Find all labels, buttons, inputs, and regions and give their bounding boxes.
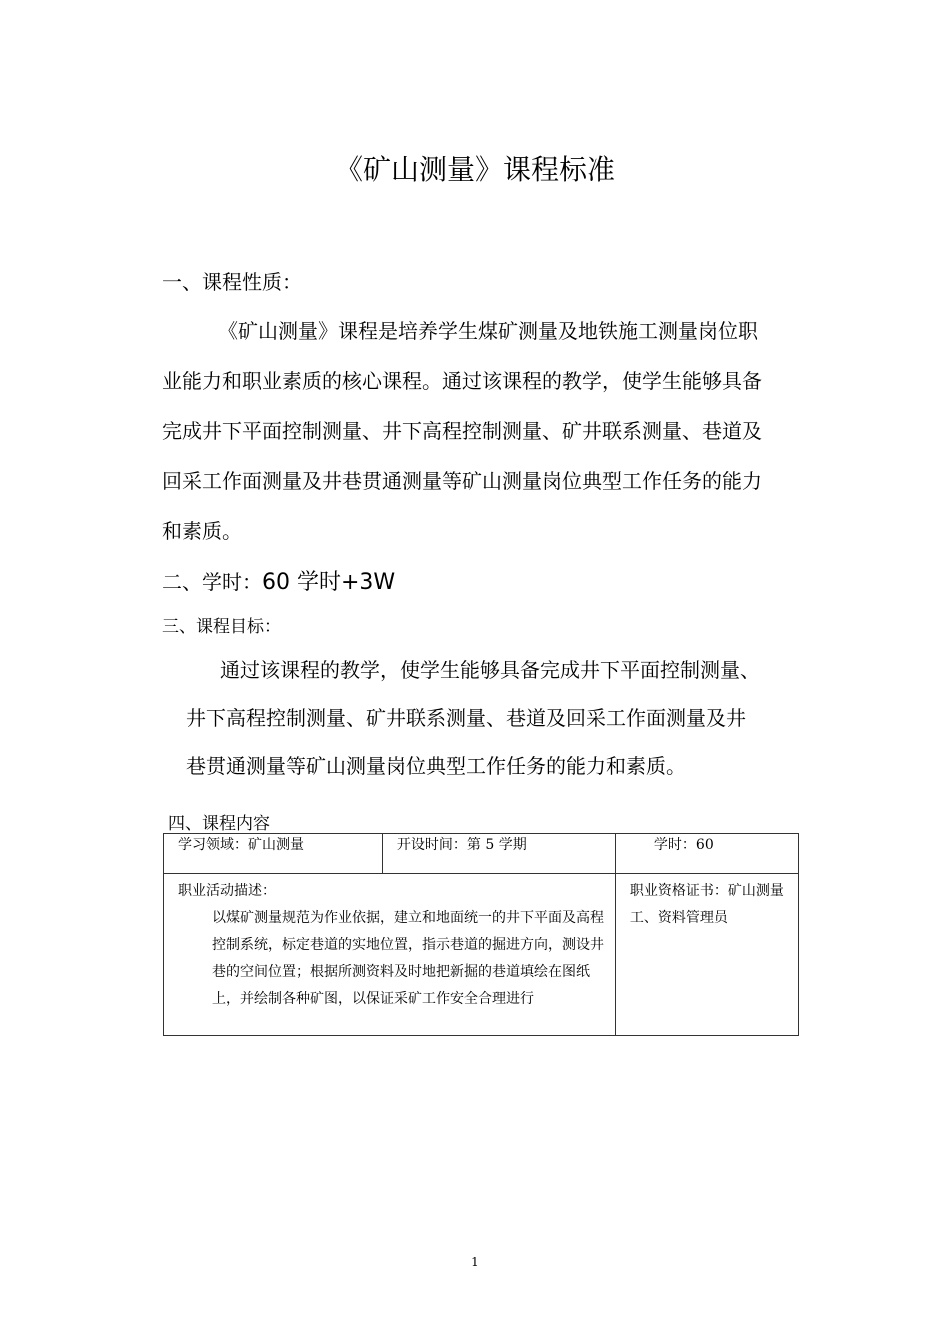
activity-text: 以煤矿测量规范为作业依据，建立和地面统一的井下平面及高程控制系统，标定巷道的实地位置，指示巷道的掘进方向，测设井巷的空间位置；根据所测资料及时地把新掘的巷道填绘在图纸上，并绘制各种矿图，以保证采矿工作安全合理进行: [212, 910, 604, 1007]
paragraph-line: 业能力和职业素质的核心课程。通过该课程的教学，使学生能够具备: [162, 369, 762, 393]
hours-value: 60 学时+3W: [262, 570, 396, 595]
paragraph-line: 《矿山测量》课程是培养学生煤矿测量及地铁施工测量岗位职: [218, 319, 758, 343]
course-content-table: [163, 833, 799, 1036]
paragraph-line: 完成井下平面控制测量、井下高程控制测量、矿井联系测量、巷道及: [162, 419, 762, 443]
course-nature-paragraph: [162, 306, 802, 556]
certificate-cell: 职业资格证书：矿山测量工、资料管理员: [615, 874, 798, 1036]
section-heading-objectives: 三、课程目标：: [162, 617, 281, 637]
course-objectives-paragraph: [186, 646, 806, 790]
paragraph-line: 巷贯通测量等矿山测量岗位典型工作任务的能力和素质。: [186, 754, 686, 778]
paragraph-line: 和素质。: [162, 519, 242, 543]
paragraph-line: 通过该课程的教学，使学生能够具备完成井下平面控制测量、: [220, 658, 760, 682]
learning-domain-cell: 学习领域：矿山测量: [164, 834, 383, 874]
table-row: [164, 834, 799, 874]
section-hours: [162, 566, 395, 599]
section-heading-hours: 二、学时：: [162, 570, 262, 594]
paragraph-line: 井下高程控制测量、矿井联系测量、巷道及回采工作面测量及井: [186, 706, 746, 730]
table-row: [164, 874, 799, 1036]
hours-cell: 学时：60: [615, 834, 798, 874]
page-number: 1: [471, 1255, 479, 1269]
activity-label: 职业活动描述：: [178, 883, 276, 899]
section-heading-content: 四、课程内容: [168, 814, 270, 834]
document-title: 《矿山测量》课程标准: [334, 153, 615, 186]
activity-description-cell: [164, 874, 616, 1036]
section-heading-nature: 一、课程性质：: [162, 270, 302, 294]
paragraph-line: 回采工作面测量及井巷贯通测量等矿山测量岗位典型工作任务的能力: [162, 469, 762, 493]
semester-cell: 开设时间：第 5 学期: [382, 834, 615, 874]
